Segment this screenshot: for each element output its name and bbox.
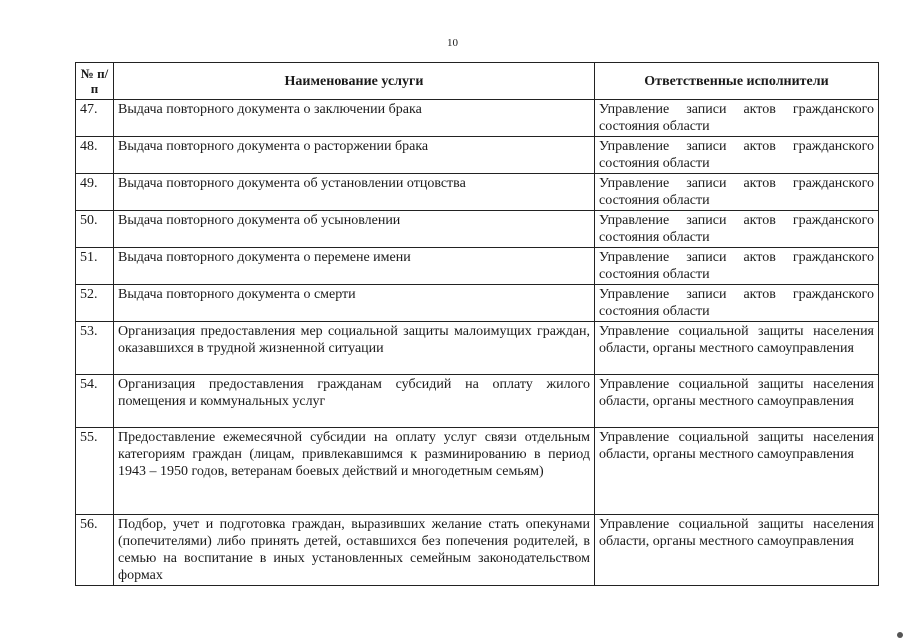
table-row [76, 174, 879, 211]
service-name: Выдача повторного документа о смерти [114, 285, 595, 322]
responsible-executors: Управление социальной защиты населения области, органы местного самоуправления [595, 428, 879, 515]
header-num: № п/п [76, 63, 114, 100]
table-row [76, 211, 879, 248]
service-name: Выдача повторного документа о заключении брака [114, 100, 595, 137]
header-service: Наименование услуги [114, 63, 595, 100]
row-number: 55. [76, 428, 114, 515]
responsible-executors: Управление социальной защиты населения области, органы местного самоуправления [595, 375, 879, 428]
service-name: Выдача повторного документа об усыновлении [114, 211, 595, 248]
page-number: 10 [447, 37, 458, 49]
row-number: 53. [76, 322, 114, 375]
responsible-executors: Управление записи актов гражданского состояния области [595, 174, 879, 211]
responsible-executors: Управление записи актов гражданского состояния области [595, 285, 879, 322]
row-number: 51. [76, 248, 114, 285]
responsible-executors: Управление записи актов гражданского состояния области [595, 137, 879, 174]
service-name: Предоставление ежемесячной субсидии на оплату услуг связи отдельным категориям граждан (лицам, привлекавшимся к разминированию в период 1943 – 1950 годов, ветеранам боевых действий и многодетным семьям) [114, 428, 595, 515]
services-table [75, 62, 879, 586]
header-row [76, 63, 879, 100]
page-edge-mark [897, 632, 903, 638]
responsible-executors: Управление записи актов гражданского состояния области [595, 100, 879, 137]
row-number: 54. [76, 375, 114, 428]
service-name: Подбор, учет и подготовка граждан, выразивших желание стать опекунами (попечителями) либо принять детей, оставшихся без попечения родителей, в семью на воспитание в иных установленных семейным законодательством формах [114, 515, 595, 586]
row-number: 49. [76, 174, 114, 211]
table-row [76, 248, 879, 285]
service-name: Организация предоставления гражданам субсидий на оплату жилого помещения и коммунальных услуг [114, 375, 595, 428]
table-row [76, 428, 879, 515]
table-row [76, 100, 879, 137]
table-row [76, 322, 879, 375]
row-number: 47. [76, 100, 114, 137]
responsible-executors: Управление записи актов гражданского состояния области [595, 211, 879, 248]
row-number: 50. [76, 211, 114, 248]
service-name: Выдача повторного документа о перемене имени [114, 248, 595, 285]
row-number: 48. [76, 137, 114, 174]
table-row [76, 285, 879, 322]
table-row [76, 137, 879, 174]
responsible-executors: Управление социальной защиты населения области, органы местного самоуправления [595, 322, 879, 375]
service-name: Выдача повторного документа об установлении отцовства [114, 174, 595, 211]
responsible-executors: Управление социальной защиты населения области, органы местного самоуправления [595, 515, 879, 586]
table-row [76, 515, 879, 586]
header-responsible: Ответственные исполнители [595, 63, 879, 100]
row-number: 52. [76, 285, 114, 322]
table-row [76, 375, 879, 428]
service-name: Организация предоставления мер социальной защиты малоимущих граждан, оказавшихся в трудной жизненной ситуации [114, 322, 595, 375]
service-name: Выдача повторного документа о расторжении брака [114, 137, 595, 174]
responsible-executors: Управление записи актов гражданского состояния области [595, 248, 879, 285]
row-number: 56. [76, 515, 114, 586]
